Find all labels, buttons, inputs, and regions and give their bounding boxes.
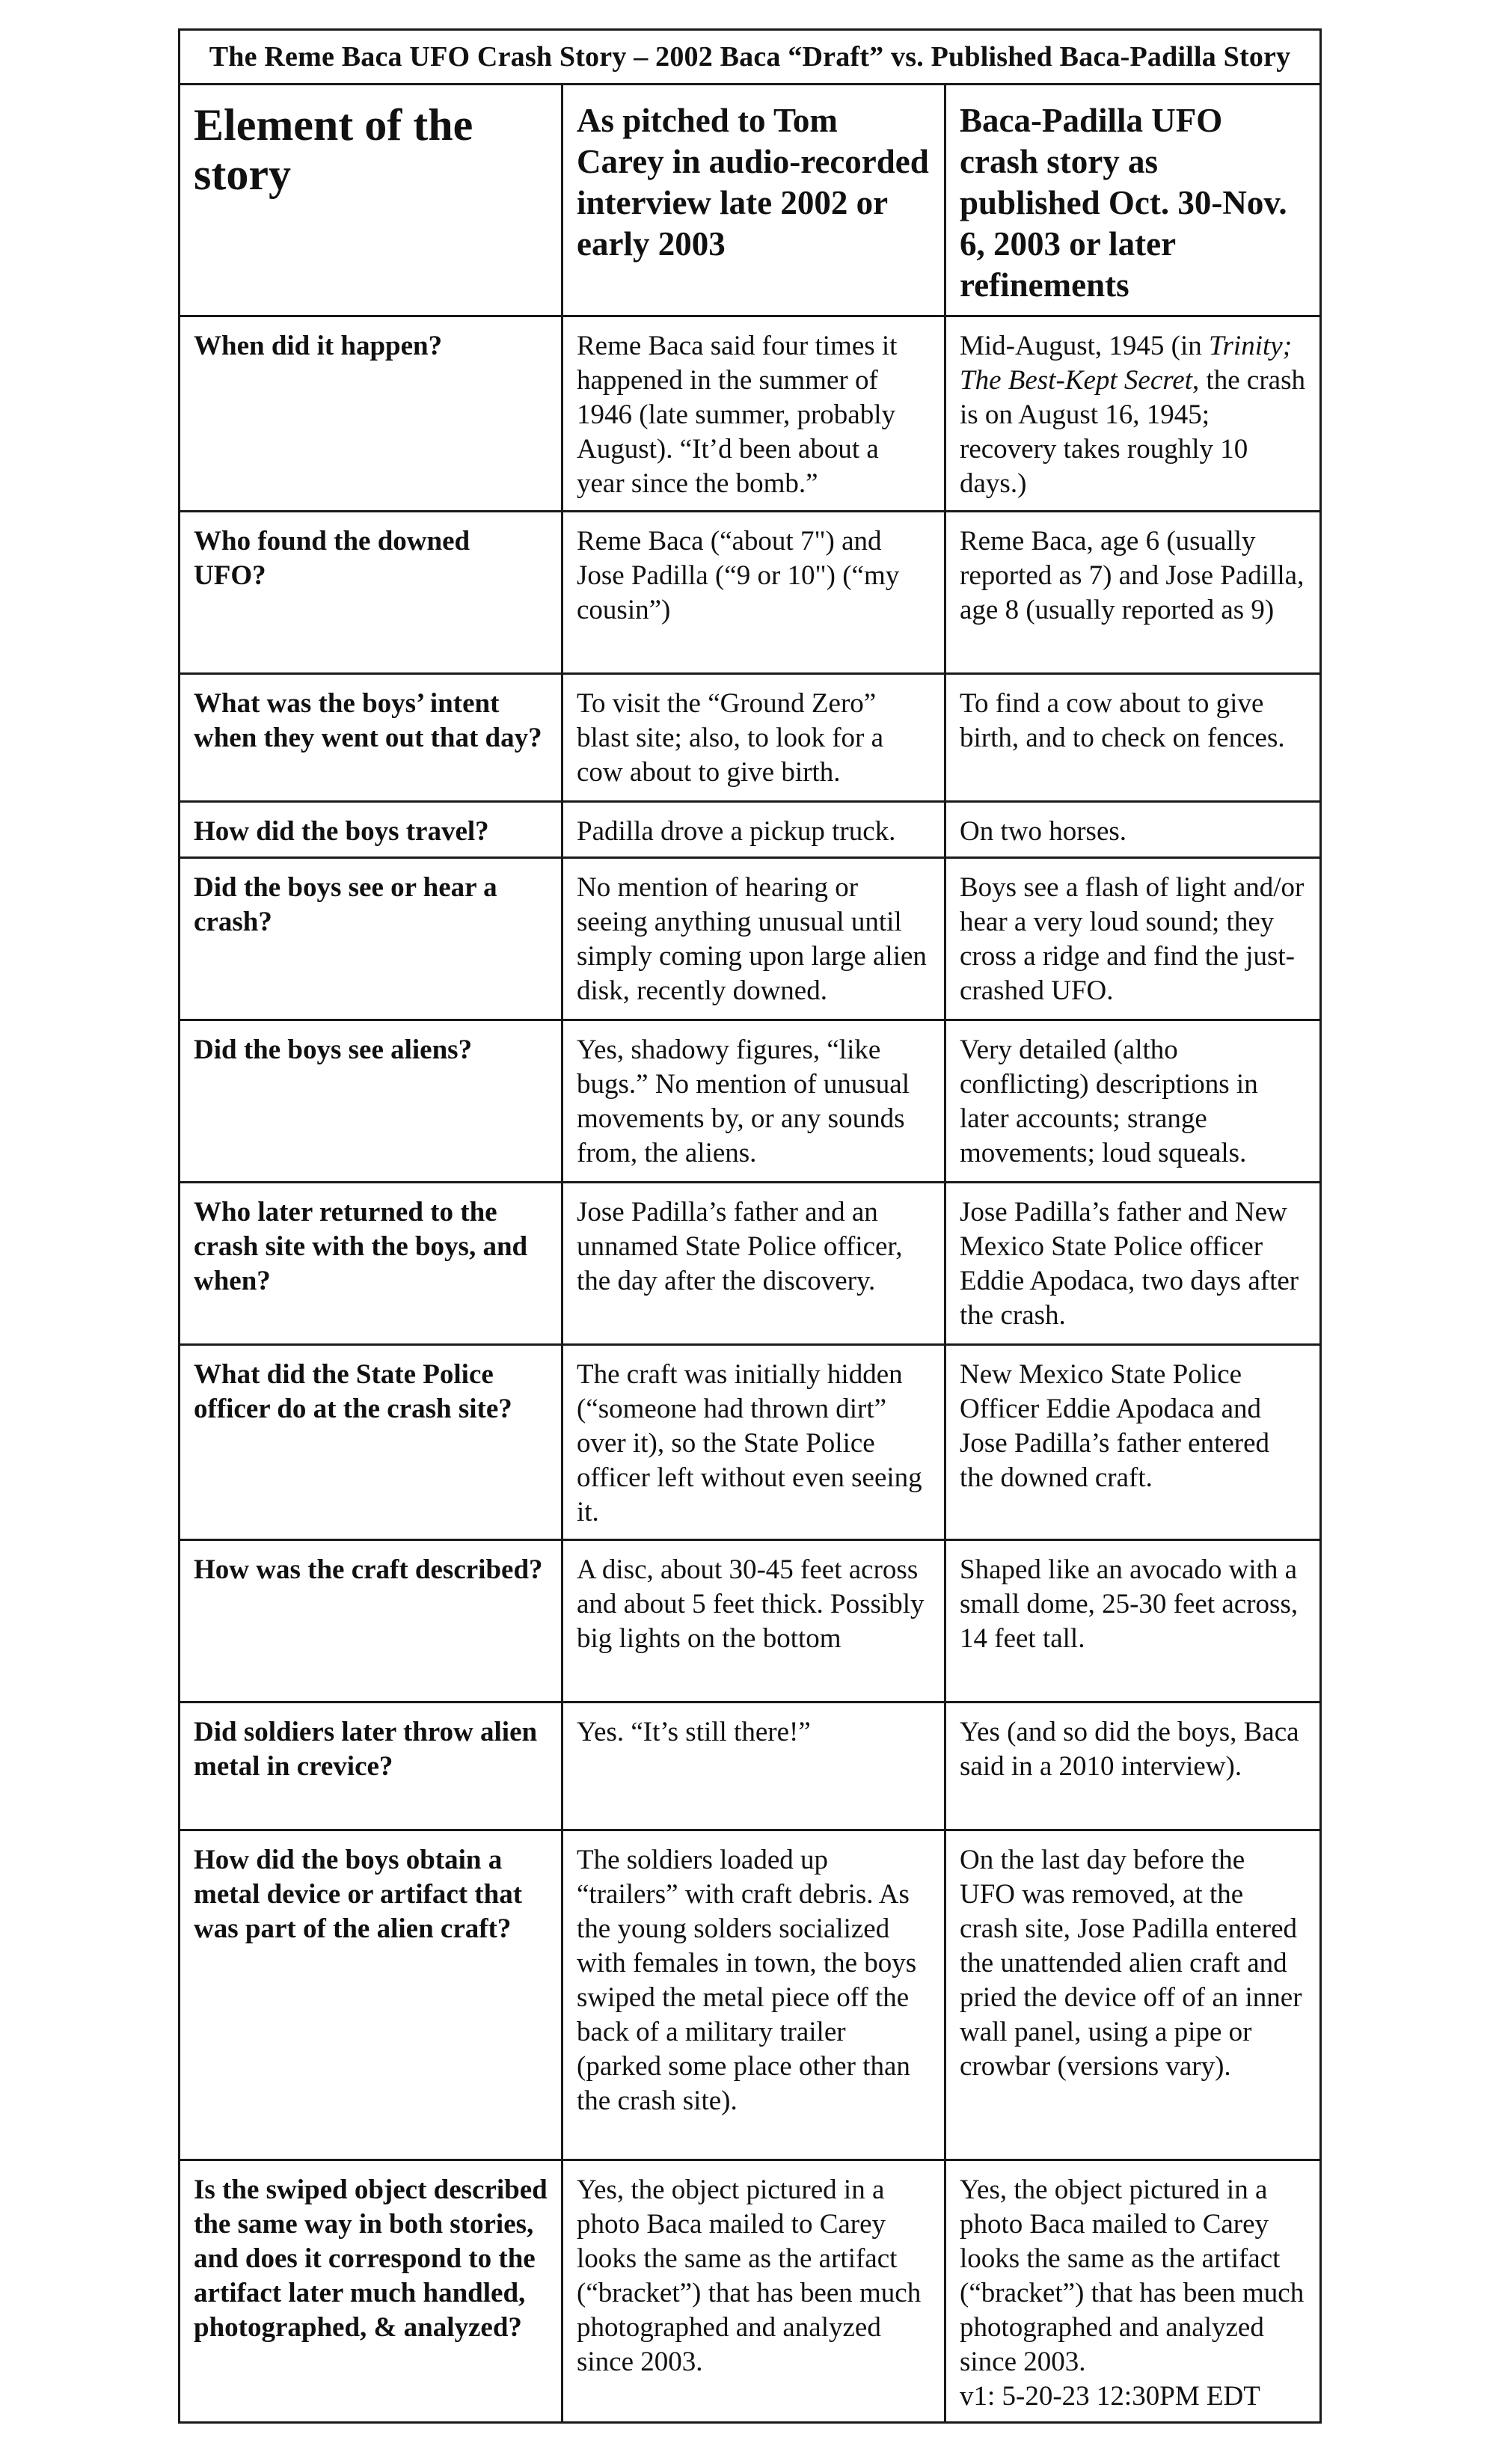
table-row (180, 2160, 1321, 2423)
book-title: Trinity; The Best-Kept Secret (960, 331, 1293, 396)
row-question: Did soldiers later throw alien metal in crevice? (180, 1703, 562, 1830)
row-question: How was the craft described? (180, 1540, 562, 1703)
row-published: Yes (and so did the boys, Baca said in a 2010 interview). (945, 1703, 1321, 1830)
row-question: Who later returned to the crash site with the boys, and when? (180, 1183, 562, 1345)
published-text: Yes, the object pictured in a photo Baca mailed to Carey looks the same as the artifact (“bracket”) that has been much photographed and analyzed since 2003. (960, 2175, 1305, 2377)
table-row (180, 1020, 1321, 1183)
row-question: Did the boys see or hear a crash? (180, 858, 562, 1020)
row-pitched: To visit the “Ground Zero” blast site; also, to look for a cow about to give birth. (562, 674, 945, 802)
row-published: On the last day before the UFO was removed, at the crash site, Jose Padilla entered the unattended alien craft and pried the device off of an inner wall panel, using a pipe or crowbar (versions vary). (945, 1830, 1321, 2160)
table-row (180, 802, 1321, 858)
row-pitched: Yes. “It’s still there!” (562, 1703, 945, 1830)
comparison-table (178, 28, 1322, 2424)
row-published: New Mexico State Police Officer Eddie Apodaca and Jose Padilla’s father entered the downed craft. (945, 1345, 1321, 1540)
table-row (180, 316, 1321, 512)
row-pitched: Reme Baca (“about 7") and Jose Padilla (“9 or 10") (“my cousin”) (562, 512, 945, 674)
table-row (180, 512, 1321, 674)
row-pitched: The soldiers loaded up “trailers” with craft debris. As the young solders socialized with females in town, the boys swiped the metal piece off the back of a military trailer (parked some place other than the crash site). (562, 1830, 945, 2160)
table-row (180, 1183, 1321, 1345)
row-pitched: A disc, about 30-45 feet across and about 5 feet thick. Possibly big lights on the bottom (562, 1540, 945, 1703)
table-title: The Reme Baca UFO Crash Story – 2002 Baca “Draft” vs. Published Baca-Padilla Story (180, 30, 1321, 85)
row-published: To find a cow about to give birth, and to check on fences. (945, 674, 1321, 802)
row-question: Did the boys see aliens? (180, 1020, 562, 1183)
version-note: v1: 5-20-23 12:30PM EDT (960, 2381, 1260, 2412)
header-element: Element of the story (180, 85, 562, 316)
header-published: Baca-Padilla UFO crash story as published Oct. 30-Nov. 6, 2003 or later refinements (945, 85, 1321, 316)
row-pitched: Reme Baca said four times it happened in the summer of 1946 (late summer, probably August). “It’d been about a year since the bomb.” (562, 316, 945, 512)
row-question: What was the boys’ intent when they went out that day? (180, 674, 562, 802)
table-row (180, 1703, 1321, 1830)
row-pitched: The craft was initially hidden (“someone had thrown dirt” over it), so the State Police officer left without even seeing it. (562, 1345, 945, 1540)
row-question: Is the swiped object described the same way in both stories, and does it correspond to the artifact later much handled, photographed, & analyzed? (180, 2160, 562, 2423)
table-row (180, 674, 1321, 802)
row-pitched: No mention of hearing or seeing anything unusual until simply coming upon large alien disk, recently downed. (562, 858, 945, 1020)
row-published (945, 2160, 1321, 2423)
row-question: Who found the downed UFO? (180, 512, 562, 674)
comparison-document (178, 28, 1319, 2424)
table-row (180, 858, 1321, 1020)
row-published: Very detailed (altho conflicting) descriptions in later accounts; strange movements; loud squeals. (945, 1020, 1321, 1183)
row-pitched: Jose Padilla’s father and an unnamed State Police officer, the day after the discovery. (562, 1183, 945, 1345)
table-row (180, 1540, 1321, 1703)
published-text-start: Mid-August, 1945 (in (960, 331, 1209, 361)
row-pitched: Padilla drove a pickup truck. (562, 802, 945, 858)
table-row (180, 1830, 1321, 2160)
published-text-end: , the crash is on August 16, 1945; recovery takes roughly 10 days.) (960, 365, 1306, 499)
table-row (180, 1345, 1321, 1540)
row-question: What did the State Police officer do at the crash site? (180, 1345, 562, 1540)
row-pitched: Yes, shadowy figures, “like bugs.” No mention of unusual movements by, or any sounds from, the aliens. (562, 1020, 945, 1183)
row-published (945, 316, 1321, 512)
row-published: Jose Padilla’s father and New Mexico State Police officer Eddie Apodaca, two days after the crash. (945, 1183, 1321, 1345)
row-pitched: Yes, the object pictured in a photo Baca mailed to Carey looks the same as the artifact (“bracket”) that has been much photographed and analyzed since 2003. (562, 2160, 945, 2423)
row-published: Reme Baca, age 6 (usually reported as 7) and Jose Padilla, age 8 (usually reported as 9) (945, 512, 1321, 674)
header-pitched: As pitched to Tom Carey in audio-recorded interview late 2002 or early 2003 (562, 85, 945, 316)
row-published: On two horses. (945, 802, 1321, 858)
row-published: Shaped like an avocado with a small dome, 25-30 feet across, 14 feet tall. (945, 1540, 1321, 1703)
row-question: How did the boys obtain a metal device or artifact that was part of the alien craft? (180, 1830, 562, 2160)
title-row (180, 30, 1321, 85)
row-published: Boys see a flash of light and/or hear a very loud sound; they cross a ridge and find the just-crashed UFO. (945, 858, 1321, 1020)
header-row (180, 85, 1321, 316)
row-question: How did the boys travel? (180, 802, 562, 858)
row-question: When did it happen? (180, 316, 562, 512)
